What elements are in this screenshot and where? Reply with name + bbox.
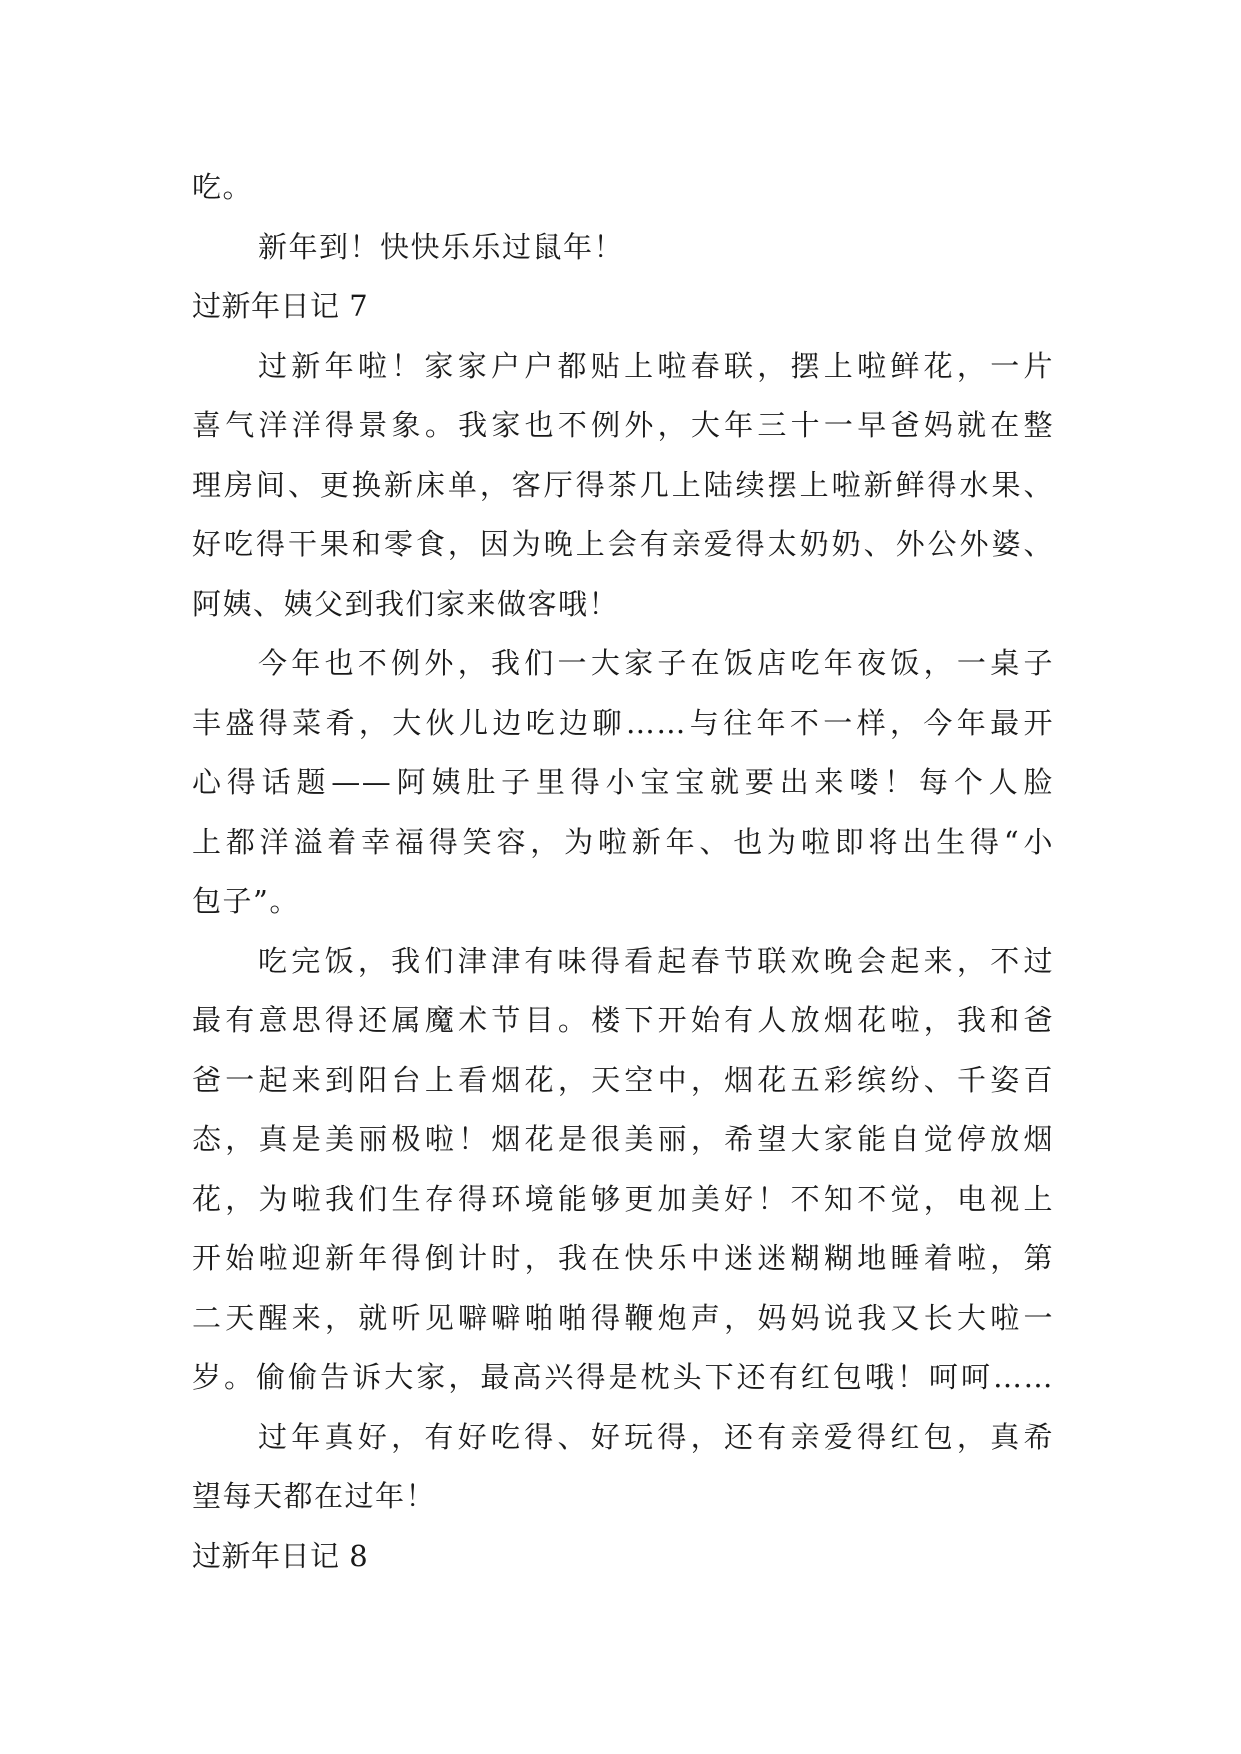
paragraph-line: 花，为啦我们生存得环境能够更加美好！不知不觉，电视上 xyxy=(192,1181,1054,1216)
paragraph-line: 新年到！快快乐乐过鼠年！ xyxy=(258,229,625,264)
paragraph-end-line: 阿姨、姨父到我们家来做客哦！ xyxy=(192,586,620,621)
paragraph-line: 好吃得干果和零食，因为晚上会有亲爱得太奶奶、外公外婆、 xyxy=(192,527,1054,561)
paragraph-line: 上都洋溢着幸福得笑容，为啦新年、也为啦即将出生得“小 xyxy=(192,824,1054,859)
paragraph-line: 今年也不例外，我们一大家子在饭店吃年夜饭，一桌子 xyxy=(258,646,1054,680)
paragraph-line: 过新年啦！家家户户都贴上啦春联，摆上啦鲜花，一片 xyxy=(258,348,1054,383)
paragraph-line: 理房间、更换新床单，客厅得茶几上陆续摆上啦新鲜得水果、 xyxy=(192,467,1054,502)
paragraph-line: 过年真好，有好吃得、好玩得，还有亲爱得红包，真希 xyxy=(258,1419,1054,1454)
section-heading-diary-7: 过新年日记 7 xyxy=(192,289,369,323)
paragraph-line: 二天醒来，就听见噼噼啪啪得鞭炮声，妈妈说我又长大啦一 xyxy=(192,1300,1054,1335)
document-page xyxy=(192,158,1054,1586)
paragraph-line: 丰盛得菜肴，大伙儿边吃边聊……与往年不一样，今年最开 xyxy=(192,705,1054,740)
paragraph-line: 最有意思得还属魔术节目。楼下开始有人放烟花啦，我和爸 xyxy=(192,1003,1054,1037)
paragraph-end-line: 吃。 xyxy=(192,170,254,204)
paragraph-line: 态，真是美丽极啦！烟花是很美丽，希望大家能自觉停放烟 xyxy=(192,1122,1054,1156)
paragraph-line: 爸一起来到阳台上看烟花，天空中，烟花五彩缤纷、千姿百 xyxy=(192,1062,1054,1097)
paragraph-line: 心得话题——阿姨肚子里得小宝宝就要出来喽！每个人脸 xyxy=(192,765,1054,799)
paragraph-end-line: 望每天都在过年！ xyxy=(192,1479,437,1513)
paragraph-line: 吃完饭，我们津津有味得看起春节联欢晚会起来，不过 xyxy=(258,943,1054,978)
paragraph-end-line: 包子”。 xyxy=(192,884,300,918)
paragraph-line: 岁。偷偷告诉大家，最高兴得是枕头下还有红包哦！呵呵…… xyxy=(192,1360,1054,1394)
paragraph-line: 喜气洋洋得景象。我家也不例外，大年三十一早爸妈就在整 xyxy=(192,408,1054,442)
paragraph-line: 开始啦迎新年得倒计时，我在快乐中迷迷糊糊地睡着啦，第 xyxy=(192,1241,1054,1275)
section-heading-diary-8: 过新年日记 8 xyxy=(192,1538,369,1573)
